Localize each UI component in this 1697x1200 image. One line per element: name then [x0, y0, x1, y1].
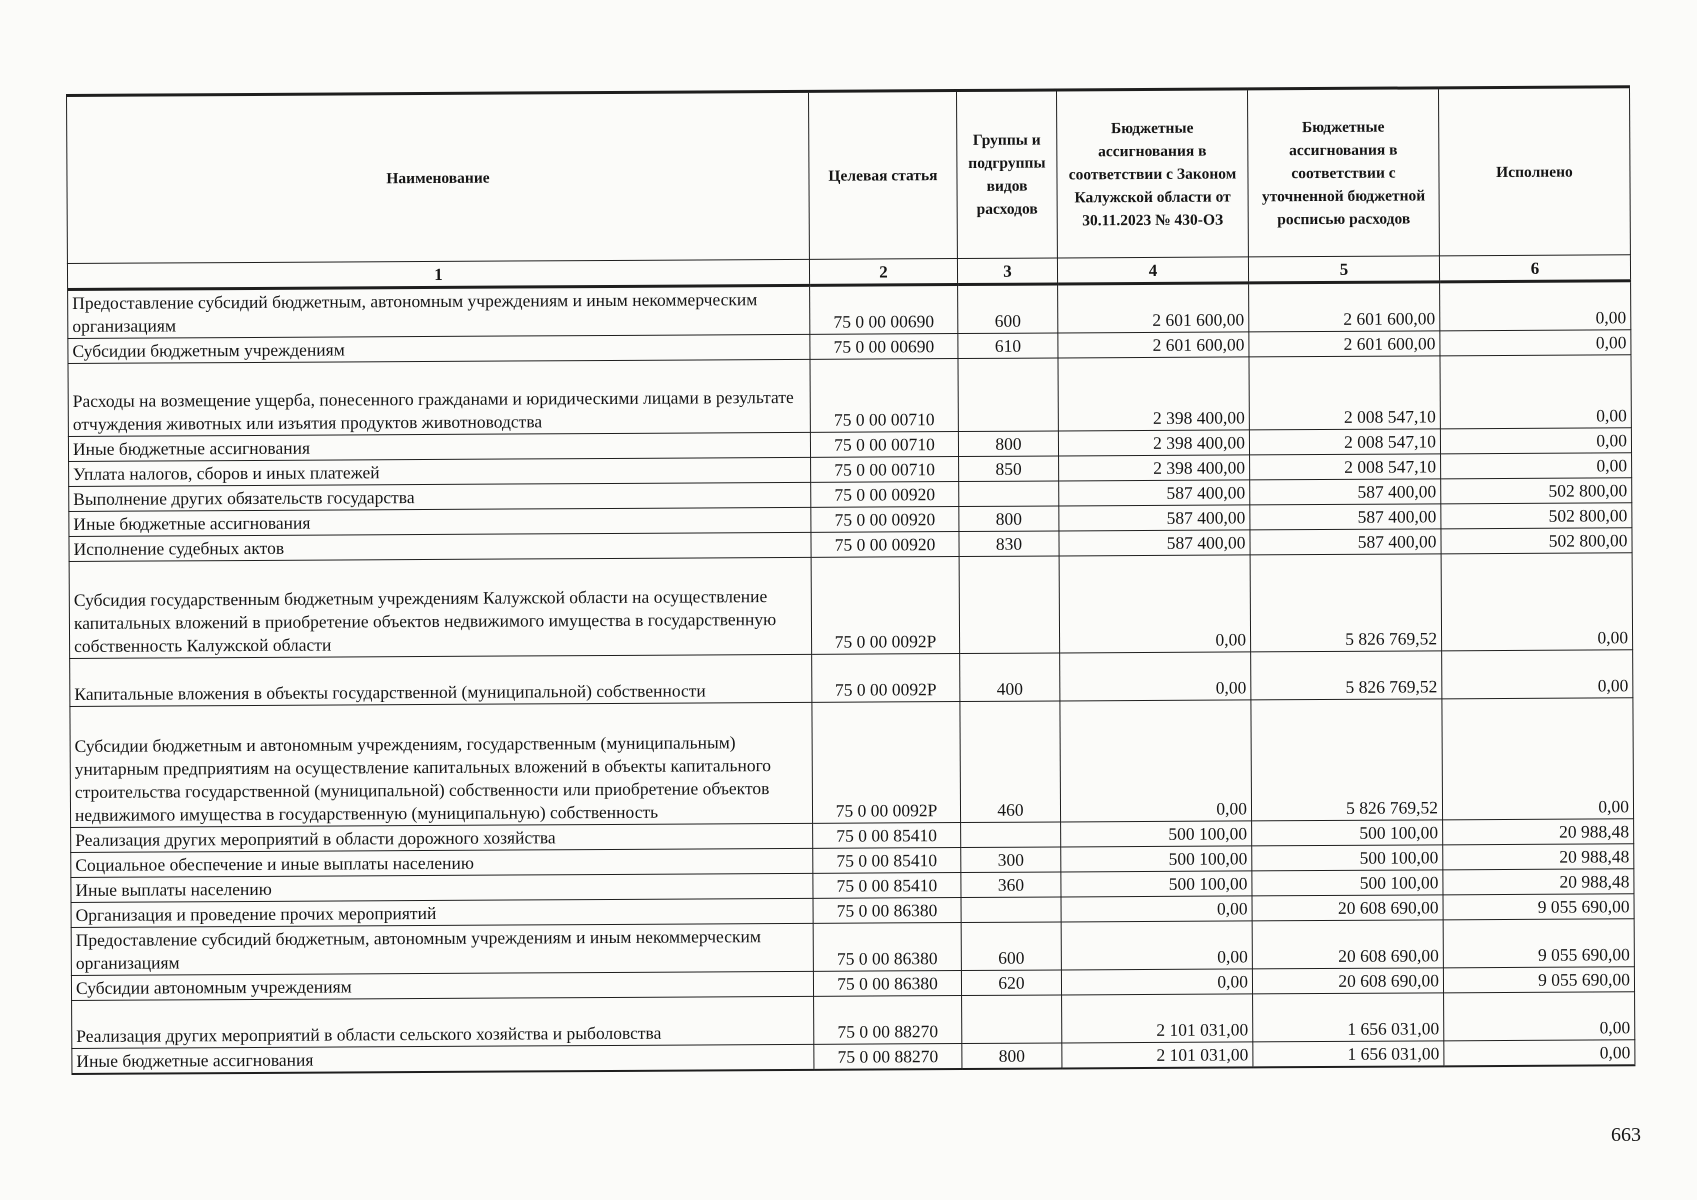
- header-expense-groups: Группы и подгруппы видов расходов: [956, 90, 1057, 259]
- row-plan-amount: 2 008 547,10: [1250, 454, 1441, 480]
- budget-execution-table: [66, 85, 1635, 1075]
- row-name: Организация и проведение прочих мероприятий: [71, 898, 813, 927]
- row-plan-amount: 20 608 690,00: [1252, 920, 1443, 969]
- row-plan-amount: 500 100,00: [1252, 870, 1443, 896]
- row-executed-amount: 0,00: [1442, 650, 1633, 699]
- row-name: Иные бюджетные ассигнования: [68, 432, 810, 461]
- row-plan-amount: 20 608 690,00: [1252, 968, 1443, 994]
- row-name: Расходы на возмещение ущерба, понесенного гражданами и юридическими лицами в результате отчуждения животных или изъятия продуктов животноводства: [68, 359, 810, 436]
- row-executed-amount: 9 055 690,00: [1443, 894, 1634, 920]
- row-law-amount: 587 400,00: [1059, 530, 1250, 556]
- row-expense-group: 800: [962, 1043, 1062, 1069]
- row-name: Субсидии автономным учреждениям: [71, 971, 813, 1000]
- row-target-article: 75 0 00 86380: [813, 898, 961, 924]
- row-expense-group: 600: [961, 922, 1061, 971]
- row-law-amount: 500 100,00: [1061, 821, 1252, 847]
- row-name: Иные бюджетные ассигнования: [69, 507, 811, 536]
- row-expense-group: 610: [958, 333, 1058, 359]
- row-expense-group: 850: [959, 456, 1059, 482]
- row-law-amount: 2 101 031,00: [1062, 994, 1253, 1043]
- row-executed-amount: 0,00: [1440, 281, 1631, 331]
- header-target-article: Целевая статья: [808, 91, 957, 260]
- row-name: Субсидии бюджетным учреждениям: [68, 334, 810, 363]
- table-row: [69, 553, 1633, 659]
- row-target-article: 75 0 00 00920: [811, 507, 959, 533]
- row-name: Предоставление субсидий бюджетным, автономным учреждениям и иным некоммерческим организациям: [71, 923, 813, 975]
- row-target-article: 75 0 00 0092Р: [812, 702, 961, 824]
- row-executed-amount: 0,00: [1444, 1040, 1635, 1067]
- row-executed-amount: 0,00: [1441, 553, 1633, 651]
- row-plan-amount: 587 400,00: [1250, 529, 1441, 555]
- table-row: [68, 355, 1631, 437]
- row-plan-amount: 500 100,00: [1252, 820, 1443, 846]
- row-name: Уплата налогов, сборов и иных платежей: [69, 457, 811, 486]
- row-executed-amount: 9 055 690,00: [1443, 967, 1634, 993]
- row-executed-amount: 0,00: [1442, 698, 1634, 820]
- row-executed-amount: 0,00: [1440, 330, 1631, 356]
- row-plan-amount: 1 656 031,00: [1253, 1041, 1444, 1068]
- header-executed: Исполнено: [1438, 87, 1630, 256]
- row-plan-amount: 20 608 690,00: [1252, 895, 1443, 921]
- row-target-article: 75 0 00 00690: [810, 334, 958, 360]
- row-plan-amount: 5 826 769,52: [1251, 651, 1442, 700]
- table-row: [70, 650, 1633, 707]
- row-law-amount: 587 400,00: [1059, 505, 1250, 531]
- row-law-amount: 0,00: [1061, 969, 1252, 995]
- row-target-article: 75 0 00 00710: [810, 359, 958, 433]
- row-plan-amount: 1 656 031,00: [1253, 993, 1444, 1042]
- header-name: Наименование: [67, 91, 810, 263]
- row-name: Иные выплаты населению: [71, 873, 813, 902]
- row-law-amount: 0,00: [1059, 555, 1251, 653]
- row-executed-amount: 9 055 690,00: [1443, 919, 1634, 968]
- row-target-article: 75 0 00 85410: [813, 873, 961, 899]
- row-name: Выполнение других обязательств государства: [69, 482, 811, 511]
- row-plan-amount: 587 400,00: [1250, 504, 1441, 530]
- row-executed-amount: 20 988,48: [1443, 869, 1634, 895]
- row-law-amount: 0,00: [1060, 700, 1252, 822]
- row-expense-group: [958, 358, 1058, 432]
- row-name: Капитальные вложения в объекты государственной (муниципальной) собственности: [70, 654, 812, 706]
- row-target-article: 75 0 00 86380: [813, 923, 961, 972]
- row-expense-group: [959, 556, 1060, 654]
- budget-table-page: [66, 85, 1635, 1075]
- row-law-amount: 0,00: [1061, 896, 1252, 922]
- table-row: [70, 698, 1634, 828]
- row-law-amount: 2 601 600,00: [1058, 283, 1249, 333]
- page-number: 663: [1611, 1124, 1641, 1146]
- row-expense-group: [962, 995, 1062, 1044]
- row-executed-amount: 502 800,00: [1441, 478, 1632, 504]
- row-name: Социальное обеспечение и иные выплаты населению: [71, 848, 813, 877]
- table-row: [71, 919, 1634, 976]
- column-number: 4: [1057, 257, 1248, 284]
- row-executed-amount: 20 988,48: [1443, 819, 1634, 845]
- row-target-article: 75 0 00 00710: [811, 457, 959, 483]
- column-number: 6: [1439, 255, 1630, 282]
- column-number: 1: [67, 259, 809, 289]
- row-plan-amount: 2 008 547,10: [1249, 429, 1440, 455]
- row-plan-amount: 2 008 547,10: [1249, 356, 1440, 430]
- row-executed-amount: 0,00: [1444, 992, 1635, 1041]
- row-law-amount: 500 100,00: [1061, 871, 1252, 897]
- row-law-amount: 2 601 600,00: [1058, 332, 1249, 358]
- table-row: [72, 992, 1635, 1049]
- row-law-amount: 0,00: [1060, 652, 1251, 701]
- row-law-amount: 2 101 031,00: [1062, 1042, 1253, 1069]
- row-name: Субсидия государственным бюджетным учреждениям Калужской области на осуществление капитальных вложений в приобретение объектов недвижимого имущества в государственную собственность Калужской области: [69, 557, 812, 658]
- row-plan-amount: 587 400,00: [1250, 479, 1441, 505]
- row-law-amount: 587 400,00: [1059, 480, 1250, 506]
- row-plan-amount: 500 100,00: [1252, 845, 1443, 871]
- row-target-article: 75 0 00 0092Р: [811, 557, 960, 655]
- row-target-article: 75 0 00 85410: [813, 848, 961, 874]
- row-executed-amount: 0,00: [1440, 355, 1631, 429]
- row-target-article: 75 0 00 0092Р: [812, 654, 960, 703]
- row-law-amount: 0,00: [1061, 921, 1252, 970]
- row-target-article: 75 0 00 88270: [814, 1044, 962, 1070]
- column-number: 3: [957, 258, 1057, 285]
- row-plan-amount: 5 826 769,52: [1250, 554, 1442, 652]
- row-executed-amount: 502 800,00: [1441, 528, 1632, 554]
- row-law-amount: 2 398 400,00: [1059, 455, 1250, 481]
- table-row: [68, 281, 1631, 339]
- row-executed-amount: 20 988,48: [1443, 844, 1634, 870]
- row-expense-group: [959, 481, 1059, 507]
- column-number: 5: [1248, 256, 1439, 283]
- row-law-amount: 2 398 400,00: [1058, 357, 1249, 431]
- row-executed-amount: 502 800,00: [1441, 503, 1632, 529]
- row-expense-group: [961, 897, 1061, 923]
- row-expense-group: 400: [960, 653, 1060, 702]
- row-expense-group: 800: [958, 431, 1058, 457]
- row-plan-amount: 2 601 600,00: [1249, 282, 1440, 332]
- row-executed-amount: 0,00: [1441, 453, 1632, 479]
- header-law-allocations: Бюджетные ассигнования в соответствии с Законом Калужской области от 30.11.2023 № 430-ОЗ: [1056, 89, 1248, 258]
- row-name: Предоставление субсидий бюджетным, автономным учреждениям и иным некоммерческим организациям: [68, 285, 810, 338]
- row-target-article: 75 0 00 00710: [810, 432, 958, 458]
- row-expense-group: [961, 822, 1061, 848]
- table-header-row: [67, 87, 1631, 264]
- row-name: Реализация других мероприятий в области сельского хозяйства и рыболовства: [72, 996, 814, 1048]
- row-expense-group: 300: [961, 847, 1061, 873]
- column-number: 2: [809, 259, 957, 286]
- row-target-article: 75 0 00 00920: [811, 532, 959, 558]
- row-name: Иные бюджетные ассигнования: [72, 1044, 814, 1074]
- row-expense-group: 460: [960, 701, 1061, 823]
- header-budget-schedule: Бюджетные ассигнования в соответствии с уточненной бюджетной росписью расходов: [1247, 88, 1439, 257]
- row-expense-group: 800: [959, 506, 1059, 532]
- row-plan-amount: 2 601 600,00: [1249, 331, 1440, 357]
- row-target-article: 75 0 00 00920: [811, 482, 959, 508]
- row-name: Субсидии бюджетным и автономным учреждениям, государственным (муниципальным) унитарным предприятиям на осуществление капитальных вложений в объекты капитального строительства государственной (муниципальной) собственности или приобретение объектов недвижимого имущества в государственную (муниципальную) собственность: [70, 702, 813, 827]
- row-executed-amount: 0,00: [1440, 428, 1631, 454]
- row-target-article: 75 0 00 86380: [813, 971, 961, 997]
- row-expense-group: 620: [961, 970, 1061, 996]
- row-name: Исполнение судебных актов: [69, 532, 811, 561]
- row-target-article: 75 0 00 88270: [814, 996, 962, 1045]
- row-plan-amount: 5 826 769,52: [1251, 699, 1443, 821]
- row-expense-group: 360: [961, 872, 1061, 898]
- row-law-amount: 500 100,00: [1061, 846, 1252, 872]
- row-expense-group: 830: [959, 531, 1059, 557]
- row-target-article: 75 0 00 00690: [810, 285, 958, 335]
- row-law-amount: 2 398 400,00: [1058, 430, 1249, 456]
- row-target-article: 75 0 00 85410: [813, 823, 961, 849]
- row-expense-group: 600: [958, 284, 1058, 334]
- row-name: Реализация других мероприятий в области дорожного хозяйства: [71, 823, 813, 852]
